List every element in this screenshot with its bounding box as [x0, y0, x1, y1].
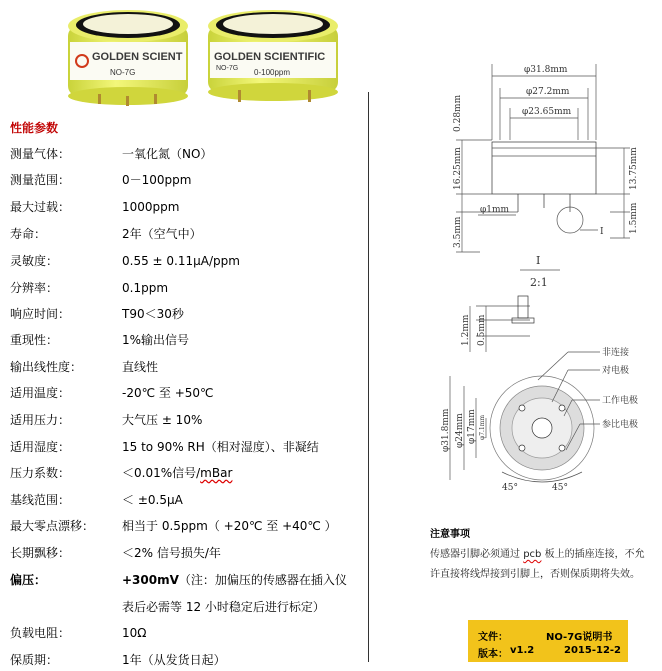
dim-height-body: 16.25mm: [453, 147, 463, 190]
spec-value: 10Ω: [122, 626, 147, 640]
spec-label: 寿命：: [10, 227, 47, 241]
spec-value: 1年（从发货日起）: [122, 653, 226, 667]
spec-value-continuation: 表后必需等 12 小时稳定后进行标定）: [122, 600, 325, 614]
spec-value: [122, 463, 232, 483]
spec-label: 压力系数：: [10, 466, 71, 480]
spec-label: 测量范围：: [10, 173, 71, 187]
spec-value: -20℃ 至 +50℃: [122, 386, 214, 400]
callout-working-electrode: 工作电极: [602, 396, 639, 406]
notes-line-1-pcb: pcb: [523, 549, 542, 560]
brand-text-left: GOLDEN SCIENT: [92, 51, 183, 63]
notes-line-1-a: 传感器引脚必须通过: [430, 549, 520, 560]
dim-angle-right: 45°: [552, 483, 568, 493]
dim-diameter-inner: φ23.65mm: [522, 107, 572, 117]
column-divider: [368, 92, 369, 662]
spec-value-text: ＜0.01%信号/: [122, 466, 201, 480]
spec-value: 1000ppm: [122, 200, 180, 214]
doc-version-label: 版本：: [478, 649, 508, 660]
dimension-drawing: [420, 52, 660, 500]
spec-label: 偏压：: [10, 573, 47, 587]
dim-bottom-d3: φ17mm: [467, 409, 477, 444]
brand-text-right: GOLDEN SCIENTIFIC: [214, 51, 326, 63]
detail-label: I: [600, 227, 604, 237]
sensor-left: [68, 10, 188, 106]
model-text-right: NO-7G: [216, 65, 239, 72]
spec-label: 最大零点漂移：: [10, 519, 95, 533]
notes-body: [430, 545, 660, 585]
model-text-left: NO-7G: [110, 68, 136, 77]
spec-label: 长期飘移：: [10, 546, 71, 560]
spec-value: ＜ ±0.5μA: [122, 493, 183, 507]
dim-bottom-d2: φ24mm: [455, 413, 465, 448]
spec-value: ＜2% 信号损失/年: [122, 546, 221, 560]
dim-pin-length: 3.5mm: [453, 216, 463, 248]
doc-date: 2015-12-2: [564, 645, 622, 656]
spec-value: [122, 570, 347, 590]
spec-label: 输出线性度：: [10, 360, 83, 374]
dim-pin-offset: 1.5mm: [629, 202, 639, 234]
spec-label: 适用湿度：: [10, 440, 71, 454]
spec-value: 2年（空气中）: [122, 227, 202, 241]
spec-label: 适用压力：: [10, 413, 71, 427]
dim-height-inner: 13.75mm: [629, 147, 639, 190]
spec-value: 一氧化氮（NO）: [122, 147, 213, 161]
sensor-right: [208, 10, 338, 102]
dim-bottom-d1: φ31.8mm: [441, 408, 451, 452]
spec-value: T90＜30秒: [122, 307, 184, 321]
doc-file-label: 文件：: [478, 632, 508, 643]
dim-angle-left: 45°: [502, 483, 518, 493]
dim-pin-diameter: φ1mm: [480, 205, 510, 215]
spec-value-unit: mBar: [200, 466, 233, 480]
spec-value: 相当于 0.5ppm（ +20℃ 至 +40℃ ）: [122, 519, 337, 533]
spec-label: 测量气体：: [10, 147, 71, 161]
dim-bottom-d4: φ7.1mm: [479, 414, 486, 440]
spec-label: 适用温度：: [10, 386, 71, 400]
document-info-box: [468, 620, 628, 662]
spec-label: 分辨率：: [10, 281, 59, 295]
spec-label: 负载电阻：: [10, 626, 71, 640]
spec-value-bold: +300mV: [122, 573, 179, 587]
spec-value: 15 to 90% RH（相对湿度）、非凝结: [122, 440, 319, 454]
spec-value: 1%输出信号: [122, 333, 190, 347]
spec-value: 0.1ppm: [122, 281, 169, 295]
callout-counter-electrode: 对电极: [602, 366, 630, 376]
dim-diameter-mid: φ27.2mm: [526, 87, 570, 97]
doc-file-value: NO-7G说明书: [546, 632, 613, 643]
dim-diameter-outer: φ31.8mm: [524, 65, 568, 75]
spec-label: 重现性：: [10, 333, 59, 347]
notes-line-1: [430, 545, 660, 565]
spec-label: 保质期：: [10, 653, 59, 667]
spec-value: 0.55 ± 0.11μA/ppm: [122, 254, 240, 268]
dim-pin-h1: 1.2mm: [461, 314, 471, 346]
spec-label: 基线范围：: [10, 493, 71, 507]
callout-reference-electrode: 参比电极: [602, 420, 639, 430]
spec-value: 大气压 ± 10%: [122, 413, 203, 427]
spec-label: 响应时间：: [10, 307, 71, 321]
notes-line-2: 许直接将线焊接到引脚上，否则保质期将失效。: [430, 569, 640, 580]
notes-title: 注意事项: [430, 529, 470, 540]
spec-value-text: （注：加偏压的传感器在插入仪: [178, 573, 347, 587]
dim-height-top: 0.28mm: [453, 94, 463, 132]
callout-non-connected: 非连接: [602, 348, 630, 358]
spec-value: 直线性: [122, 360, 159, 374]
notes-line-1-c: 板上的插座连接，不允: [544, 549, 645, 560]
section-title-performance: 性能参数: [10, 121, 59, 135]
spec-value: 0－100ppm: [122, 173, 192, 187]
range-text-right: 0-100ppm: [254, 68, 291, 77]
spec-label: 灵敏度：: [10, 254, 59, 268]
detail-label-main: I: [536, 254, 541, 267]
dim-pin-h2: 0.5mm: [477, 314, 487, 346]
sensor-product-photo: [58, 4, 358, 106]
doc-version-value: v1.2: [510, 645, 535, 656]
spec-label: 最大过载：: [10, 200, 71, 214]
detail-scale: 2:1: [530, 276, 548, 289]
